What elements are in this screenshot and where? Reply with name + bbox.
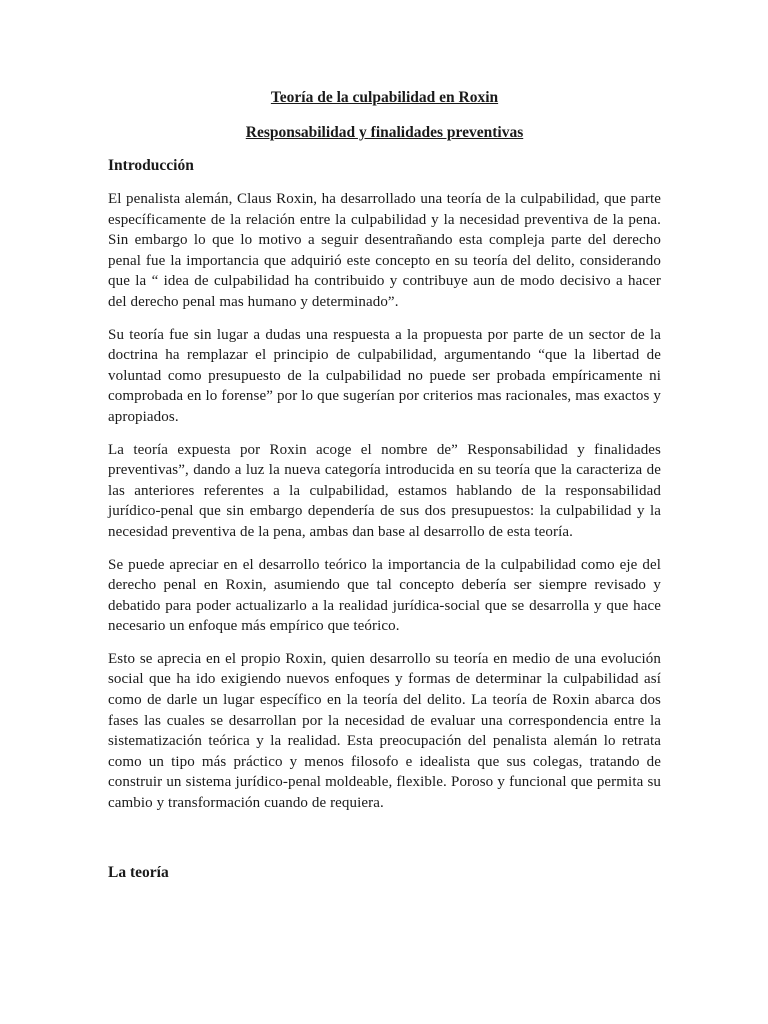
document-subtitle: Responsabilidad y finalidades preventivas — [245, 124, 524, 141]
paragraph: Se puede apreciar en el desarrollo teórico la importancia de la culpabilidad como eje del derecho penal en Roxin, asumiendo que tal concepto debería ser siempre revisado y debatido para poder actualizarlo a la realidad jurídica-social que se desarrolla y que hace necesario un enfoque más empírico que teórico. — [108, 556, 661, 635]
section-heading: La teoría — [108, 863, 169, 881]
document-title: Teoría de la culpabilidad en Roxin — [270, 89, 499, 106]
paragraph: Esto se aprecia en el propio Roxin, quien desarrollo su teoría en medio de una evolución social que ha ido exigiendo nuevos enfoques y formas de determinar la culpabilidad así como de darle un lugar específico en la teoría del delito. La teoría de Roxin abarca dos fases las cuales se desarrollan por la necesidad de evaluar una correspondencia entre la sistematización teórica y la realidad. Esta preocupación del penalista alemán lo retrata como un tipo más práctico y menos filosofo e idealista que sus colegas, tratando de construir un sistema jurídico-penal moldeable, flexible. Poroso y funcional que permita su cambio y transformación cuando de requiera. — [108, 650, 661, 812]
paragraph: Su teoría fue sin lugar a dudas una respuesta a la propuesta por parte de un sector de la doctrina ha remplazar el principio de culpabilidad, argumentando “que la libertad de voluntad como presupuesto de la culpabilidad no puede ser probada empíricamente ni comprobada en lo forense” por lo que sugerían por criterios mas racionales, mas exactos y apropiados. — [108, 326, 661, 425]
document-body — [108, 88, 661, 883]
intro-heading: Introducción — [108, 157, 194, 174]
paragraph: El penalista alemán, Claus Roxin, ha desarrollado una teoría de la culpabilidad, que parte específicamente de la relación entre la culpabilidad y la necesidad preventiva de la pena. Sin embargo lo que lo motivo a seguir desentrañando esta compleja parte del derecho penal fue la importancia que adquirió este concepto en su teoría del delito, considerando que la “ idea de culpabilidad ha contribuido y contribuye aun de modo decisivo a hacer del derecho penal mas humano y determinado”. — [108, 191, 661, 310]
section-spacer — [108, 814, 661, 863]
paragraph: La teoría expuesta por Roxin acoge el nombre de” Responsabilidad y finalidades preventivas”, dando a luz la nueva categoría introducida en su teoría que la caracteriza de las anteriores referentes a la culpabilidad, estamos hablando de la responsabilidad jurídico-penal que sin embargo dependería de sus dos presupuestos: la culpabilidad y la necesidad preventiva de la pena, ambas dan base al desarrollo de esta teoría. — [108, 441, 661, 540]
